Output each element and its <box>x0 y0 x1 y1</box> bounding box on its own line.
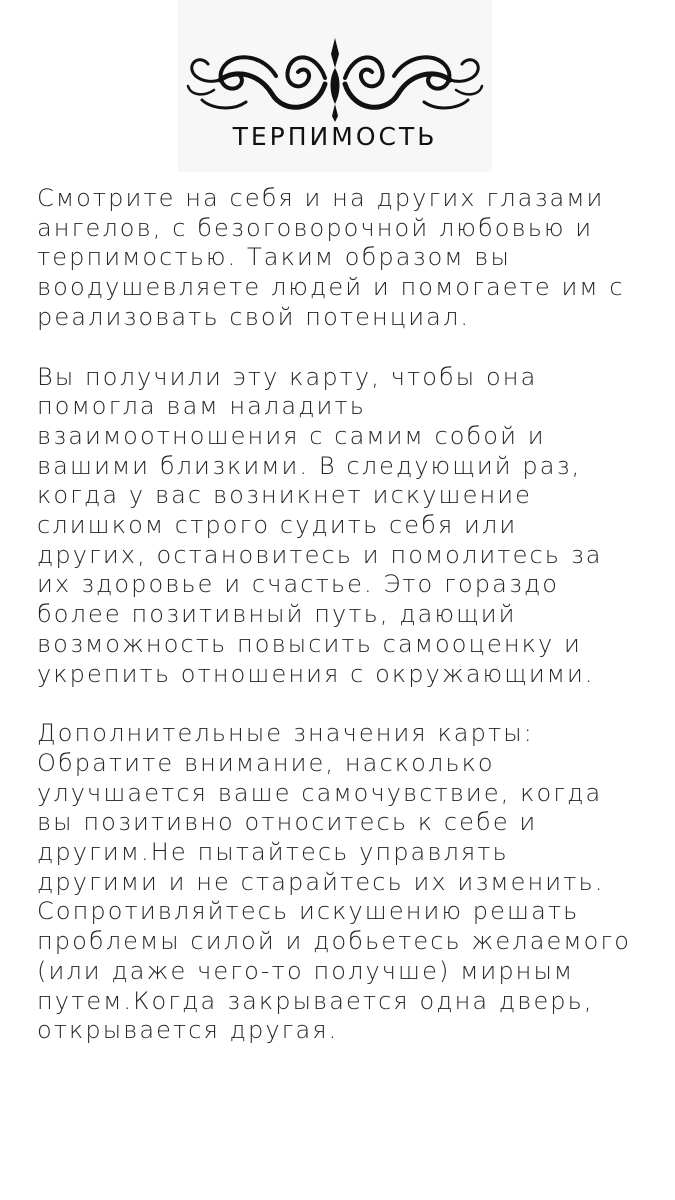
text-line: реализовать свой потенциал. <box>37 302 471 331</box>
text-line: вы позитивно относитесь к себе и <box>37 808 538 837</box>
text-line: терпимостью. Таким образом вы <box>37 243 511 272</box>
text-line: вашими близкими. В следующий раз, <box>37 451 582 480</box>
text-line: Дополнительные значения карты: <box>37 719 534 748</box>
text-line: Обратите внимание, насколько <box>37 748 495 777</box>
text-line: Вы получили эту карту, чтобы она <box>37 362 538 391</box>
text-line: помогла вам наладить <box>37 392 366 421</box>
text-line: другими и не старайтесь их изменить. <box>37 867 605 896</box>
text-line: слишком строго судить себя или <box>37 511 518 540</box>
text-line: улучшается ваше самочувствие, когда <box>37 778 603 807</box>
text-line: укрепить отношения с окружающими. <box>37 659 595 688</box>
paragraph-guidance <box>37 363 669 690</box>
paragraph-meaning <box>37 184 669 333</box>
text-line: другим.Не пытайтесь управлять <box>37 838 509 867</box>
text-line: Смотрите на себя и на других глазами <box>37 184 605 212</box>
text-line: когда у вас возникнет искушение <box>37 481 533 510</box>
text-line: ангелов, с безоговорочной любовью и <box>37 213 594 242</box>
text-line: воодушевляете людей и помогаете им с <box>37 273 625 302</box>
text-line: взаимоотношения с самим собой и <box>37 421 546 450</box>
text-line: Сопротивляйтесь искушению решать <box>37 897 580 926</box>
ornament-icon <box>184 34 486 124</box>
text-line: (или даже чего-то получше) мирным <box>37 956 575 985</box>
card-description <box>37 184 669 1076</box>
text-line: возможность повысить самооценку и <box>37 629 582 658</box>
text-line: других, остановитесь и помолитесь за <box>37 540 603 569</box>
text-line: путем.Когда закрывается одна дверь, <box>37 986 594 1015</box>
text-line: более позитивный путь, дающий <box>37 600 517 629</box>
text-line: открывается другая. <box>37 1016 339 1045</box>
text-line: их здоровье и счастье. Это гораздо <box>37 570 560 599</box>
card-title: ТЕРПИМОСТЬ <box>232 122 438 151</box>
text-line: проблемы силой и добьетесь желаемого <box>37 927 632 956</box>
paragraph-additional-meanings <box>37 719 669 1046</box>
